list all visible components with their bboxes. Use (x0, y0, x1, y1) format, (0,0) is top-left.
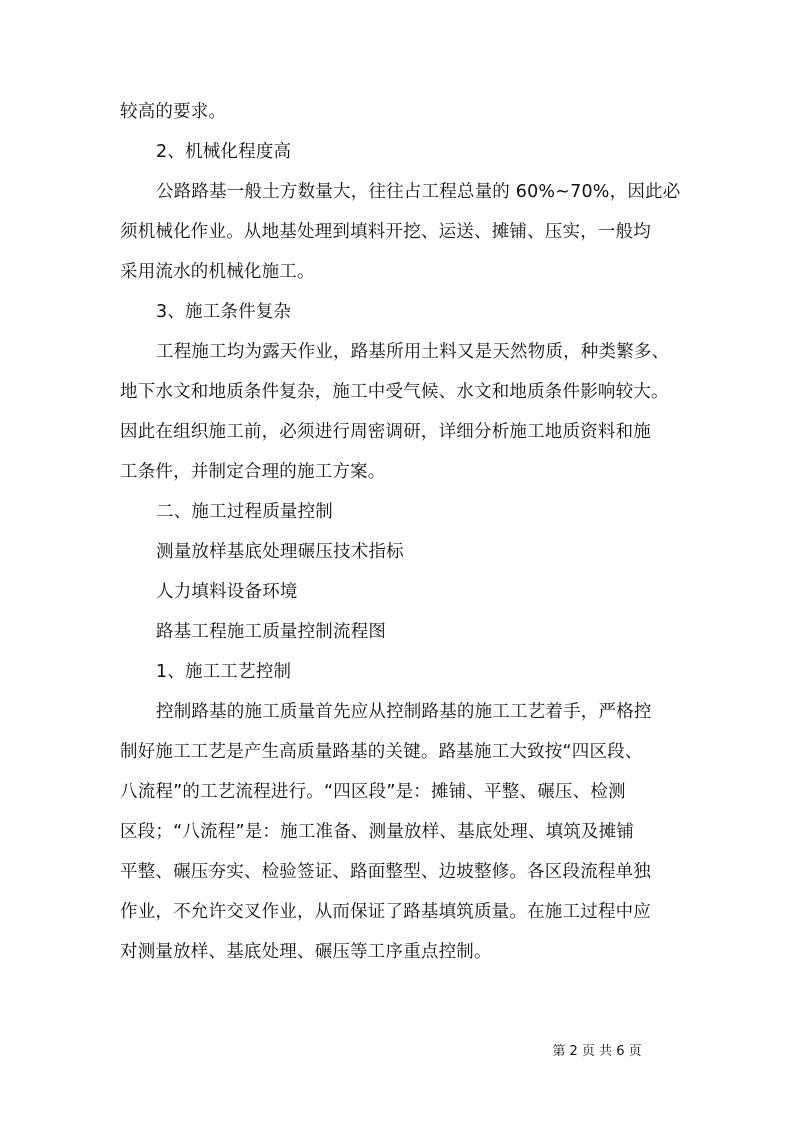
text-line: 路基工程施工质量控制流程图 (156, 622, 387, 642)
text-line: 二、施工过程质量控制 (156, 502, 333, 522)
text-line: 控制路基的施工质量首先应从控制路基的施工工艺着手，严格控 (156, 702, 652, 722)
text-line: 2、机械化程度高 (156, 142, 292, 162)
text-line: 工程施工均为露天作业，路基所用土料又是天然物质，种类繁多、 (156, 342, 670, 362)
text-line: 较高的要求。 (120, 102, 227, 122)
text-line: 平整、碾压夯实、检验签证、路面整型、边坡整修。各区段流程单独 (120, 862, 651, 882)
text-line: 地下水文和地质条件复杂，施工中受气候、水文和地质条件影响较大。 (120, 382, 669, 402)
text-line: 1、施工工艺控制 (156, 662, 292, 682)
text-line: 公路路基一般土方数量大，往往占工程总量的 60%~70%，因此必 (156, 182, 681, 202)
text-line: 八流程”的工艺流程进行。“四区段”是：摊铺、平整、碾压、检测 (120, 782, 626, 802)
document-body (120, 92, 680, 972)
text-line: 区段；“八流程”是：施工准备、测量放样、基底处理、填筑及摊铺 (120, 822, 635, 842)
text-line: 人力填料设备环境 (156, 582, 298, 602)
text-line: 须机械化作业。从地基处理到填料开挖、运送、摊铺、压实，一般均 (120, 222, 651, 242)
text-line: 采用流水的机械化施工。 (120, 262, 315, 282)
text-line: 制好施工工艺是产生高质量路基的关键。路基施工大致按“四区段、 (120, 742, 643, 762)
text-line: 工条件，并制定合理的施工方案。 (120, 462, 386, 482)
text-line: 对测量放样、基底处理、碾压等工序重点控制。 (120, 942, 492, 962)
text-line: 因此在组织施工前，必须进行周密调研，详细分析施工地质资料和施 (120, 422, 651, 442)
page-footer (0, 1040, 794, 1059)
text-line: 作业，不允许交叉作业，从而保证了路基填筑质量。在施工过程中应 (120, 902, 651, 922)
text-line: 3、施工条件复杂 (156, 302, 292, 322)
page-number: 第 2 页 共 6 页 (552, 1044, 642, 1059)
text-line: 测量放样基底处理碾压技术指标 (156, 542, 404, 562)
